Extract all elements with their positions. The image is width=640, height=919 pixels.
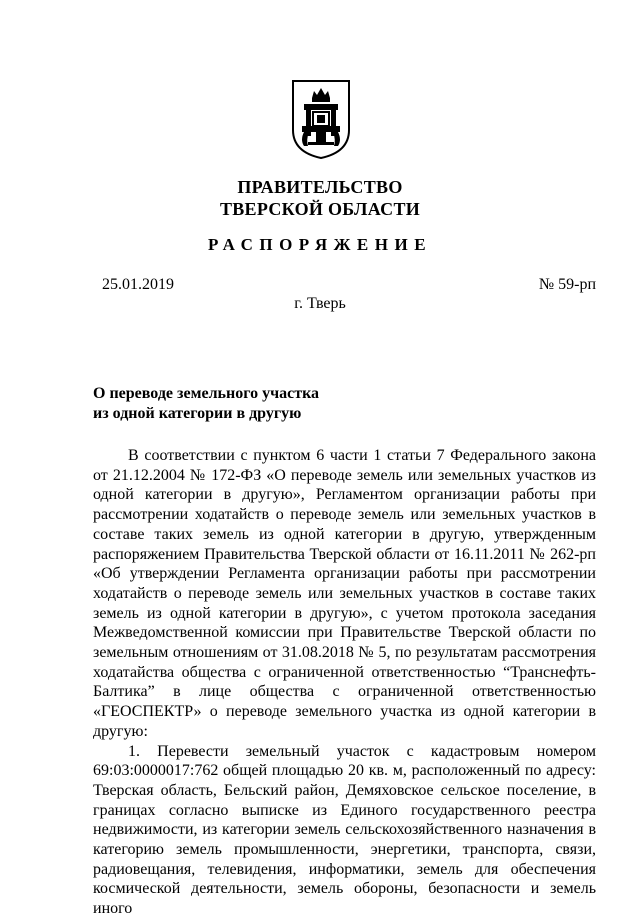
- item-1-number: 1.: [128, 742, 140, 760]
- document-date: 25.01.2019: [102, 276, 174, 293]
- document-subject: [93, 384, 319, 424]
- intro-paragraph: В соответствии с пунктом 6 части 1 статьи 7 Федерального закона от 21.12.2004 № 172-ФЗ «О переводе земель или земельных участков из одной категории в другую», Регламентом организации работы при рассмотрении ходатайств о переводе земель или земельных участков в составе таких земель из одной категории в другую, утвержденным распоряжением Правительства Тверской области от 16.11.2011 № 262-рп «Об утверждении Регламента организации работы при рассмотрении ходатайств о переводе земель или земельных участков в составе таких земель из одной категории в другую», с учетом протокола заседания Межведомственной комиссии при Правительстве Тверской области по земельным отношениям от 31.08.2018 № 5, по результатам рассмотрения ходатайства общества с ограниченной ответственностью “Транснефть-Балтика” в лице общества с ограниченной ответственностью «ГЕОСПЕКТР» о переводе земельного участка из одной категории в другую:: [93, 447, 596, 740]
- document-number: № 59-рп: [538, 276, 596, 293]
- document-city: г. Тверь: [294, 295, 346, 312]
- subject-line1: О переводе земельного участка: [93, 385, 320, 402]
- document-type-title: РАСПОРЯЖЕНИЕ: [207, 235, 433, 254]
- document-body: [93, 446, 596, 919]
- item-1-text: Перевести земельный участок с кадастровым номером 69:03:0000017:762 общей площадью 20 кв. м, расположенный по адресу: Тверская область, Бельский район, Демяховское сельское поселение, в границах согласно выписке из Единого государственного реестра недвижимости, из категории земель сельскохозяйственного назначения в категорию земель промышленности, энергетики, транспорта, связи, радиовещания, телевидения, информатики, земель для обеспечения космической деятельности, земель обороны, безопасности и земель иного: [93, 742, 597, 918]
- organization-name-line1: ПРАВИТЕЛЬСТВО: [237, 177, 403, 197]
- item-1-paragraph: [93, 742, 596, 919]
- subject-line2: из одной категории в другую: [93, 405, 302, 422]
- coat-of-arms-icon: [290, 78, 352, 160]
- coat-of-arms-shield: [290, 78, 352, 160]
- organization-name-line2: ТВЕРСКОЙ ОБЛАСТИ: [219, 199, 421, 219]
